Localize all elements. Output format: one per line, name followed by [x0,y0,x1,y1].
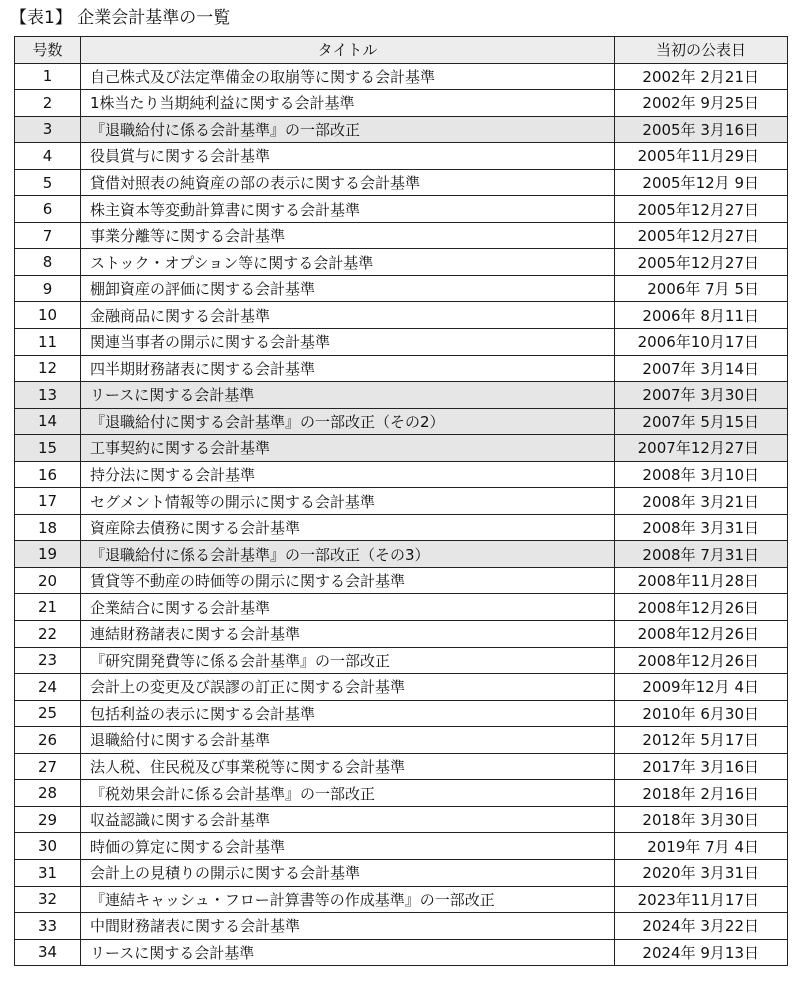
row-title-cell: 事業分離等に関する会計基準 [81,222,615,249]
row-title-cell: 『連結キャッシュ・フロー計算書等の作成基準』の一部改正 [81,886,615,913]
row-date-cell: 2020年 3月31日 [615,859,788,886]
row-date-cell: 2017年 3月16日 [615,753,788,780]
row-number-cell: 24 [15,674,81,701]
row-number-cell: 26 [15,727,81,754]
row-number-cell: 17 [15,488,81,515]
row-date-cell: 2006年 7月 5日 [615,275,788,302]
row-date-cell: 2007年 5月15日 [615,408,788,435]
row-date-cell: 2005年12月27日 [615,196,788,223]
table-row [15,63,788,90]
row-date-cell: 2006年10月17日 [615,329,788,356]
row-number-cell: 14 [15,408,81,435]
row-number-cell: 30 [15,833,81,860]
row-title-cell: 中間財務諸表に関する会計基準 [81,913,615,940]
column-header-date: 当初の公表日 [615,37,788,64]
table-row [15,169,788,196]
row-date-cell: 2018年 3月30日 [615,806,788,833]
table-row [15,674,788,701]
row-title-cell: 四半期財務諸表に関する会計基準 [81,355,615,382]
table-row [15,833,788,860]
table-row [15,408,788,435]
table-row [15,753,788,780]
row-title-cell: 関連当事者の開示に関する会計基準 [81,329,615,356]
row-title-cell: 役員賞与に関する会計基準 [81,143,615,170]
row-title-cell: 賃貸等不動産の時価等の開示に関する会計基準 [81,567,615,594]
row-date-cell: 2008年11月28日 [615,567,788,594]
row-number-cell: 28 [15,780,81,807]
row-date-cell: 2010年 6月30日 [615,700,788,727]
row-title-cell: 時価の算定に関する会計基準 [81,833,615,860]
table-caption: 【表1】 企業会計基準の一覧 [10,8,231,28]
table-header-row [15,37,788,64]
table-row [15,249,788,276]
row-number-cell: 33 [15,913,81,940]
table-row [15,382,788,409]
table-body [15,63,788,966]
row-number-cell: 10 [15,302,81,329]
row-title-cell: 資産除去債務に関する会計基準 [81,514,615,541]
row-title-cell: 連結財務諸表に関する会計基準 [81,621,615,648]
table-row [15,329,788,356]
row-date-cell: 2007年 3月30日 [615,382,788,409]
row-title-cell: 企業結合に関する会計基準 [81,594,615,621]
row-title-cell: 貸借対照表の純資産の部の表示に関する会計基準 [81,169,615,196]
row-number-cell: 32 [15,886,81,913]
row-number-cell: 3 [15,116,81,143]
table-row [15,806,788,833]
row-date-cell: 2008年 3月21日 [615,488,788,515]
column-header-title: タイトル [81,37,615,64]
row-number-cell: 9 [15,275,81,302]
row-number-cell: 25 [15,700,81,727]
table-row [15,727,788,754]
table-row [15,594,788,621]
row-date-cell: 2012年 5月17日 [615,727,788,754]
row-number-cell: 27 [15,753,81,780]
row-title-cell: 『退職給付に関する会計基準』の一部改正（その2） [81,408,615,435]
row-date-cell: 2008年12月26日 [615,621,788,648]
row-date-cell: 2007年12月27日 [615,435,788,462]
row-number-cell: 22 [15,621,81,648]
table-row [15,780,788,807]
table-row [15,302,788,329]
table-row [15,435,788,462]
row-title-cell: 工事契約に関する会計基準 [81,435,615,462]
row-title-cell: ストック・オプション等に関する会計基準 [81,249,615,276]
table-row [15,488,788,515]
row-title-cell: 『研究開発費等に係る会計基準』の一部改正 [81,647,615,674]
row-title-cell: リースに関する会計基準 [81,382,615,409]
row-number-cell: 7 [15,222,81,249]
row-title-cell: セグメント情報等の開示に関する会計基準 [81,488,615,515]
row-date-cell: 2008年12月26日 [615,647,788,674]
table-row [15,913,788,940]
row-number-cell: 19 [15,541,81,568]
row-number-cell: 18 [15,514,81,541]
row-date-cell: 2005年12月27日 [615,249,788,276]
table-row [15,275,788,302]
row-date-cell: 2005年12月 9日 [615,169,788,196]
row-date-cell: 2009年12月 4日 [615,674,788,701]
row-number-cell: 1 [15,63,81,90]
row-date-cell: 2005年11月29日 [615,143,788,170]
row-title-cell: 会計上の変更及び誤謬の訂正に関する会計基準 [81,674,615,701]
row-title-cell: 会計上の見積りの開示に関する会計基準 [81,859,615,886]
row-date-cell: 2008年 3月31日 [615,514,788,541]
table-row [15,196,788,223]
table-row [15,116,788,143]
row-title-cell: 株主資本等変動計算書に関する会計基準 [81,196,615,223]
row-number-cell: 34 [15,939,81,966]
row-title-cell: 包括利益の表示に関する会計基準 [81,700,615,727]
table-row [15,700,788,727]
table-row [15,567,788,594]
row-date-cell: 2002年 9月25日 [615,90,788,117]
row-date-cell: 2023年11月17日 [615,886,788,913]
row-title-cell: 『退職給付に係る会計基準』の一部改正 [81,116,615,143]
row-date-cell: 2007年 3月14日 [615,355,788,382]
row-title-cell: 収益認識に関する会計基準 [81,806,615,833]
row-title-cell: 持分法に関する会計基準 [81,461,615,488]
table-row [15,541,788,568]
column-header-no: 号数 [15,37,81,64]
row-number-cell: 20 [15,567,81,594]
row-title-cell: 『退職給付に係る会計基準』の一部改正（その3） [81,541,615,568]
row-date-cell: 2005年12月27日 [615,222,788,249]
table-row [15,859,788,886]
row-number-cell: 23 [15,647,81,674]
row-date-cell: 2024年 3月22日 [615,913,788,940]
row-title-cell: 退職給付に関する会計基準 [81,727,615,754]
row-date-cell: 2024年 9月13日 [615,939,788,966]
row-date-cell: 2008年12月26日 [615,594,788,621]
row-title-cell: 『税効果会計に係る会計基準』の一部改正 [81,780,615,807]
table-row [15,90,788,117]
row-number-cell: 13 [15,382,81,409]
accounting-standards-table [14,36,788,966]
table-row [15,939,788,966]
row-title-cell: リースに関する会計基準 [81,939,615,966]
row-number-cell: 29 [15,806,81,833]
row-title-cell: 金融商品に関する会計基準 [81,302,615,329]
row-number-cell: 31 [15,859,81,886]
row-title-cell: 自己株式及び法定準備金の取崩等に関する会計基準 [81,63,615,90]
table-row [15,886,788,913]
row-date-cell: 2002年 2月21日 [615,63,788,90]
row-date-cell: 2018年 2月16日 [615,780,788,807]
row-number-cell: 16 [15,461,81,488]
row-number-cell: 15 [15,435,81,462]
row-date-cell: 2019年 7月 4日 [615,833,788,860]
row-number-cell: 11 [15,329,81,356]
table-row [15,222,788,249]
row-number-cell: 5 [15,169,81,196]
row-date-cell: 2008年 7月31日 [615,541,788,568]
row-number-cell: 21 [15,594,81,621]
table-row [15,647,788,674]
table-row [15,143,788,170]
table-row [15,461,788,488]
row-number-cell: 12 [15,355,81,382]
row-number-cell: 6 [15,196,81,223]
row-title-cell: 法人税、住民税及び事業税等に関する会計基準 [81,753,615,780]
table-row [15,621,788,648]
row-title-cell: 棚卸資産の評価に関する会計基準 [81,275,615,302]
row-number-cell: 4 [15,143,81,170]
row-number-cell: 8 [15,249,81,276]
table-row [15,514,788,541]
row-date-cell: 2005年 3月16日 [615,116,788,143]
row-title-cell: 1株当たり当期純利益に関する会計基準 [81,90,615,117]
row-number-cell: 2 [15,90,81,117]
row-date-cell: 2008年 3月10日 [615,461,788,488]
row-date-cell: 2006年 8月11日 [615,302,788,329]
table-row [15,355,788,382]
